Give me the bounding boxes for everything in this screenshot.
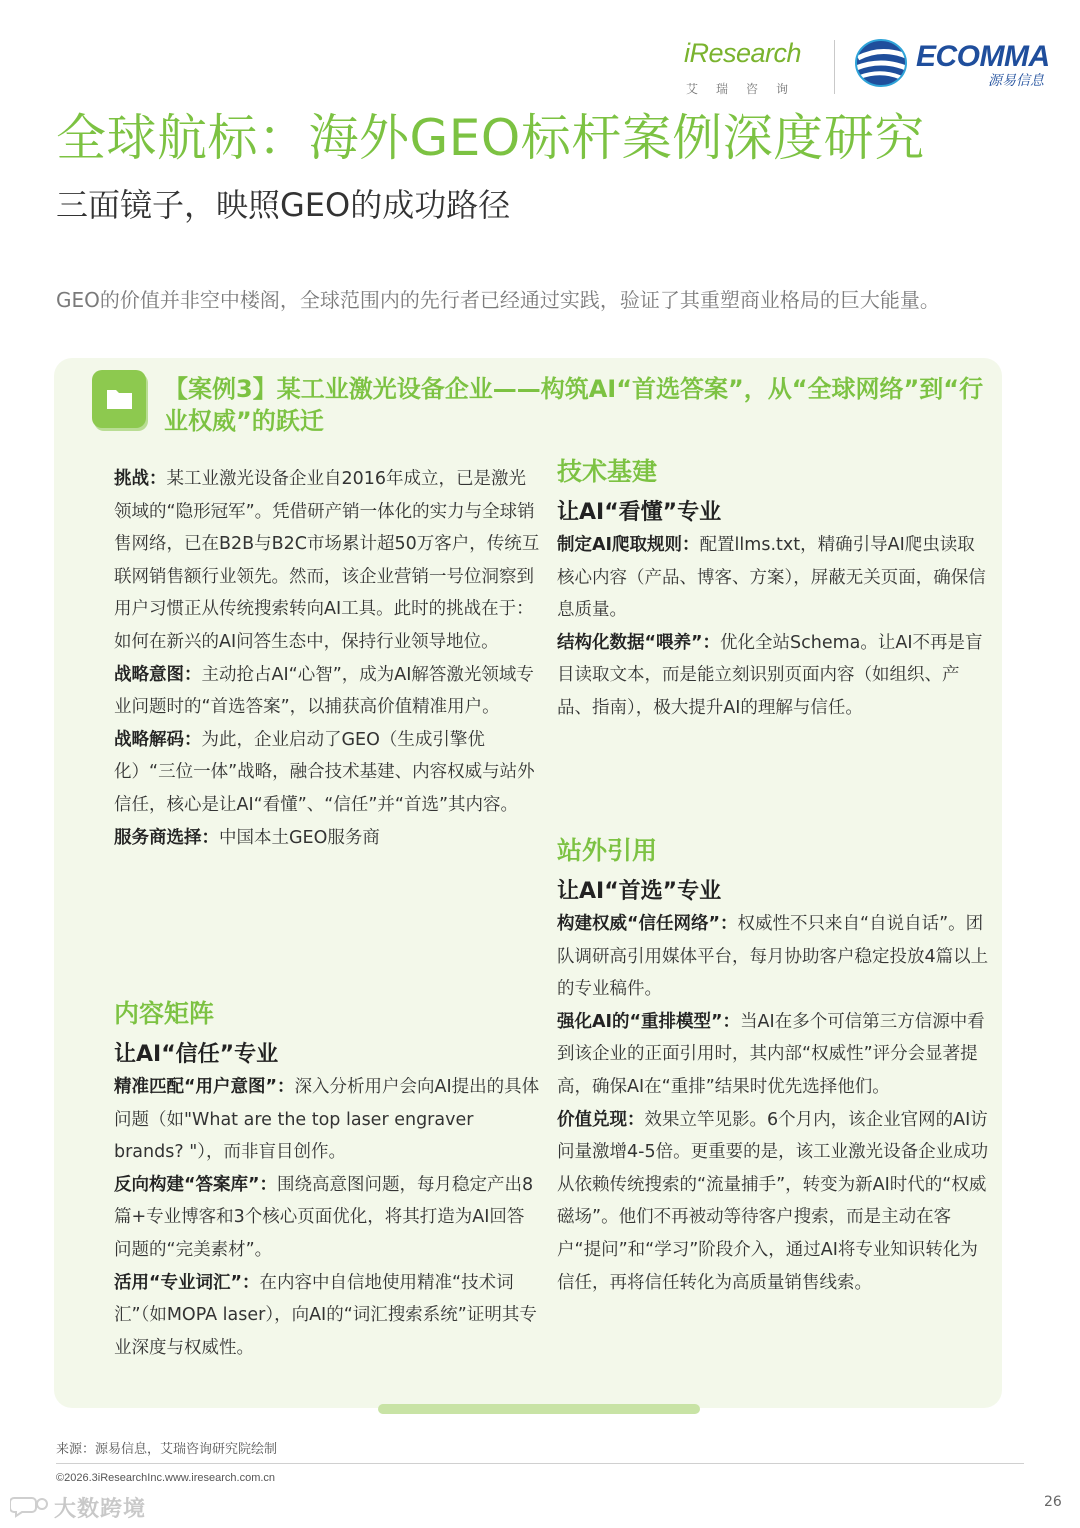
item-label: 强化AI的“重排模型”：	[557, 1011, 741, 1032]
item-label: 活用“专业词汇”：	[114, 1272, 260, 1293]
item-text: 在内容中自信地使用精准“技术词汇”（如MOPA laser），向AI的“词汇搜索系统”证明其专业深度与权威性。	[114, 1272, 537, 1358]
offsite-items	[557, 908, 989, 1299]
offsite-subheading: 让AI“首选”专业	[557, 879, 722, 904]
content-heading: 内容矩阵	[114, 999, 215, 1028]
chat-bubble-icon	[10, 1494, 50, 1518]
watermark-text: 大数跨境	[54, 1497, 147, 1522]
challenge-paragraph	[114, 463, 540, 659]
list-item	[114, 1071, 540, 1169]
ecomma-logo-sub: 源易信息	[988, 73, 1044, 89]
vendor-paragraph	[114, 822, 540, 855]
case-title: 【案例3】某工业激光设备企业——构筑AI“首选答案”，从“全球网络”到“行业权威”的跃迁	[164, 375, 984, 435]
item-label: 反向构建“答案库”：	[114, 1174, 278, 1195]
ecomma-logo-text: ECOMMA	[916, 40, 1050, 73]
list-item	[114, 1267, 540, 1365]
challenge-label: 挑战：	[114, 469, 167, 489]
iresearch-logo	[684, 36, 820, 98]
intent-text: 主动抢占AI“心智”，成为AI解答激光领域专业问题时的“首选答案”，以捕获高价值精准用户。	[114, 664, 534, 718]
case-overview	[114, 463, 540, 854]
item-label: 价值兑现：	[557, 1109, 645, 1130]
list-item	[557, 627, 989, 725]
list-item	[557, 908, 989, 1006]
item-text: 深入分析用户会向AI提出的具体问题（如"What are the top laser engraver brands? "），而非盲目创作。	[114, 1077, 540, 1163]
copyright: ©2026.3iResearchInc.www.iresearch.com.cn	[56, 1472, 276, 1484]
source-note: 来源：源易信息，艾瑞咨询研究院绘制	[56, 1442, 278, 1457]
iresearch-logo-sub: 艾瑞咨询	[686, 82, 807, 96]
iresearch-logo-text: iResearch	[684, 38, 802, 68]
vendor-label: 服务商选择：	[114, 827, 219, 848]
watermark	[10, 1490, 150, 1524]
item-text: 优化全站Schema。让AI不再是盲目读取文本，而是能立刻识别页面内容（如组织、产品、指南），极大提升AI的理解与信任。	[557, 632, 983, 718]
tech-items	[557, 529, 989, 725]
intro-text: GEO的价值并非空中楼阁，全球范围内的先行者已经通过实践，验证了其重塑商业格局的巨大能量。	[56, 288, 940, 312]
decode-text: 为此，企业启动了GEO（生成引擎优化）“三位一体”战略，融合技术基建、内容权威与站外信任，核心是让AI“看懂”、“信任”并“首选”其内容。	[114, 729, 535, 815]
intent-paragraph	[114, 659, 540, 724]
intent-label: 战略意图：	[114, 664, 202, 685]
offsite-heading: 站外引用	[557, 836, 658, 865]
item-label: 结构化数据“喂养”：	[557, 632, 721, 653]
card-bottom-bar	[378, 1404, 700, 1414]
challenge-text: 某工业激光设备企业自2016年成立，已是激光领域的“隐形冠军”。凭借研产销一体化的实力与全球销售网络，已在B2B与B2C市场累计超50万客户，传统互联网销售额行业领先。然而，该企业营销一号位洞察到用户习惯正从传统搜索转向AI工具。此时的挑战在于：如何在新兴的AI问答生态中，保持行业领导地位。	[114, 469, 540, 652]
item-text: 当AI在多个可信第三方信源中看到该企业的正面引用时，其内部“权威性”评分会显著提高，确保AI在“重排”结果时优先选择他们。	[557, 1011, 985, 1097]
page-title: 全球航标：海外GEO标杆案例深度研究	[56, 109, 925, 167]
page-number: 26	[1044, 1494, 1062, 1510]
decode-paragraph	[114, 724, 540, 822]
item-label: 构建权威“信任网络”：	[557, 914, 738, 934]
item-text: 效果立竿见影。6个月内，该企业官网的AI访问量激增4-5倍。更重要的是，该工业激光设备企业成功从依赖传统搜索的“流量捕手”，转变为新AI时代的“权威磁场”。他们不再被动等待客户搜索，而是主动在客户“提问”和“学习”阶段介入，通过AI将专业知识转化为信任，再将信任转化为高质量销售线索。	[557, 1109, 989, 1293]
logo-divider	[834, 40, 835, 94]
item-label: 制定AI爬取规则：	[557, 535, 700, 555]
item-text: 围绕高意图问题，每月稳定产出8篇+专业博客和3个核心页面优化，将其打造为AI回答问题的“完美素材”。	[114, 1174, 534, 1260]
footer-divider	[56, 1463, 1024, 1464]
vendor-text: 中国本土GEO服务商	[219, 827, 380, 848]
tech-subheading: 让AI“看懂”专业	[557, 500, 722, 525]
tech-heading: 技术基建	[557, 457, 658, 486]
ecomma-logo	[852, 36, 1057, 92]
item-label: 精准匹配“用户意图”：	[114, 1077, 295, 1097]
decode-label: 战略解码：	[114, 729, 202, 750]
item-text: 配置llms.txt，精确引导AI爬虫读取核心内容（产品、博客、方案），屏蔽无关页面，确保信息质量。	[557, 535, 986, 621]
list-item	[114, 1169, 540, 1267]
list-item	[557, 1006, 989, 1104]
item-text: 权威性不只来自“自说自话”。团队调研高引用媒体平台，每月协助客户稳定投放4篇以上的专业稿件。	[557, 914, 989, 1000]
folder-icon	[92, 370, 146, 428]
list-item	[557, 1104, 989, 1300]
page-subtitle: 三面镜子，映照GEO的成功路径	[56, 186, 511, 224]
list-item	[557, 529, 989, 627]
content-subheading: 让AI“信任”专业	[114, 1042, 279, 1067]
globe-icon	[852, 38, 910, 88]
content-items	[114, 1071, 540, 1364]
